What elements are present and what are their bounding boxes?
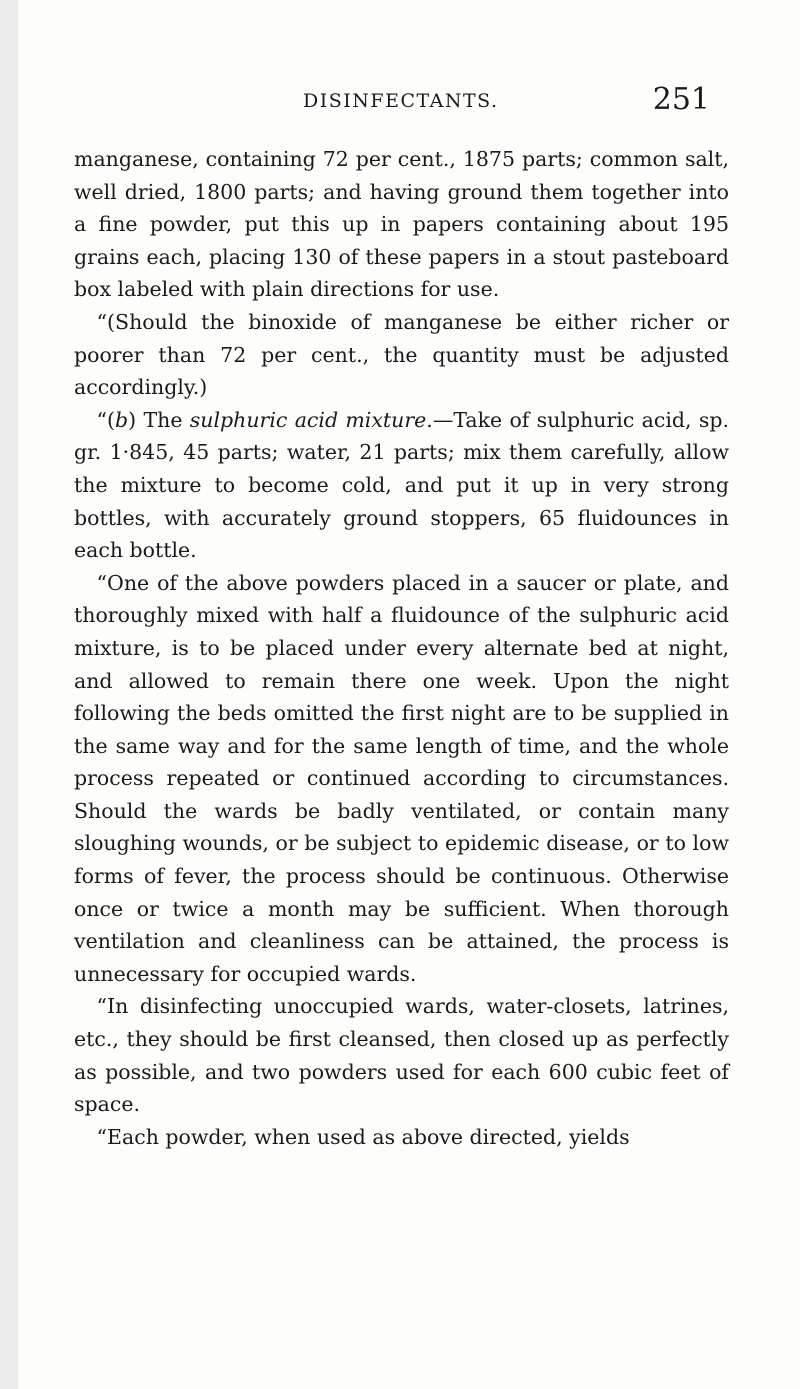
- paragraph-text: —Take of sulphuric acid, sp. gr. 1·845, 45 parts; water, 21 parts; mix them carefully, allow the mixture to become cold, and put it up in very strong bottles, with accurately ground stoppers, 65 fluidounces in each bottle.: [74, 407, 729, 563]
- label-close: ) The: [128, 407, 190, 432]
- body-text: [74, 143, 729, 1153]
- quote-open: “(: [96, 407, 116, 432]
- paragraph: “(Should the binoxide of manganese be either richer or poorer than 72 per cent., the quantity must be adjusted accordingly.): [74, 309, 729, 400]
- page-number: 251: [652, 82, 710, 117]
- paragraph: “In disinfecting unoccupied wards, water-closets, latrines, etc., they should be first cleansed, then closed up as perfectly as possible, and two powders used for each 600 cubic feet of space.: [74, 994, 729, 1117]
- section-title: sulphuric acid mixture.: [189, 407, 433, 432]
- paragraph: “One of the above powders placed in a saucer or plate, and thoroughly mixed with half a fluidounce of the sulphuric acid mixture, is to be placed under every alternate bed at night, and allowed to remain there one week. Upon the night following the beds omitted the first night are to be supplied in the same way and for the same length of time, and the whole process repeated or continued according to circumstances. Should the wards be badly ventilated, or contain many sloughing wounds, or be subject to epidemic disease, or to low forms of fever, the process should be continuous. Otherwise once or twice a month may be sufficient. When thorough ventilation and cleanliness can be attained, the process is unnecessary for occupied wards.: [74, 570, 729, 986]
- paragraph: “Each powder, when used as above directed, yields: [96, 1124, 630, 1149]
- page-header: [78, 82, 710, 122]
- item-label: b: [115, 407, 129, 432]
- paragraph: [74, 404, 729, 567]
- paragraph: manganese, containing 72 per cent., 1875 parts; common salt, well dried, 1800 parts; and having ground them together into a fine powder, put this up in papers containing about 195 grains each, placing 130 of these papers in a stout pasteboard box labeled with plain directions for use.: [74, 147, 729, 302]
- running-head: DISINFECTANTS.: [303, 90, 499, 112]
